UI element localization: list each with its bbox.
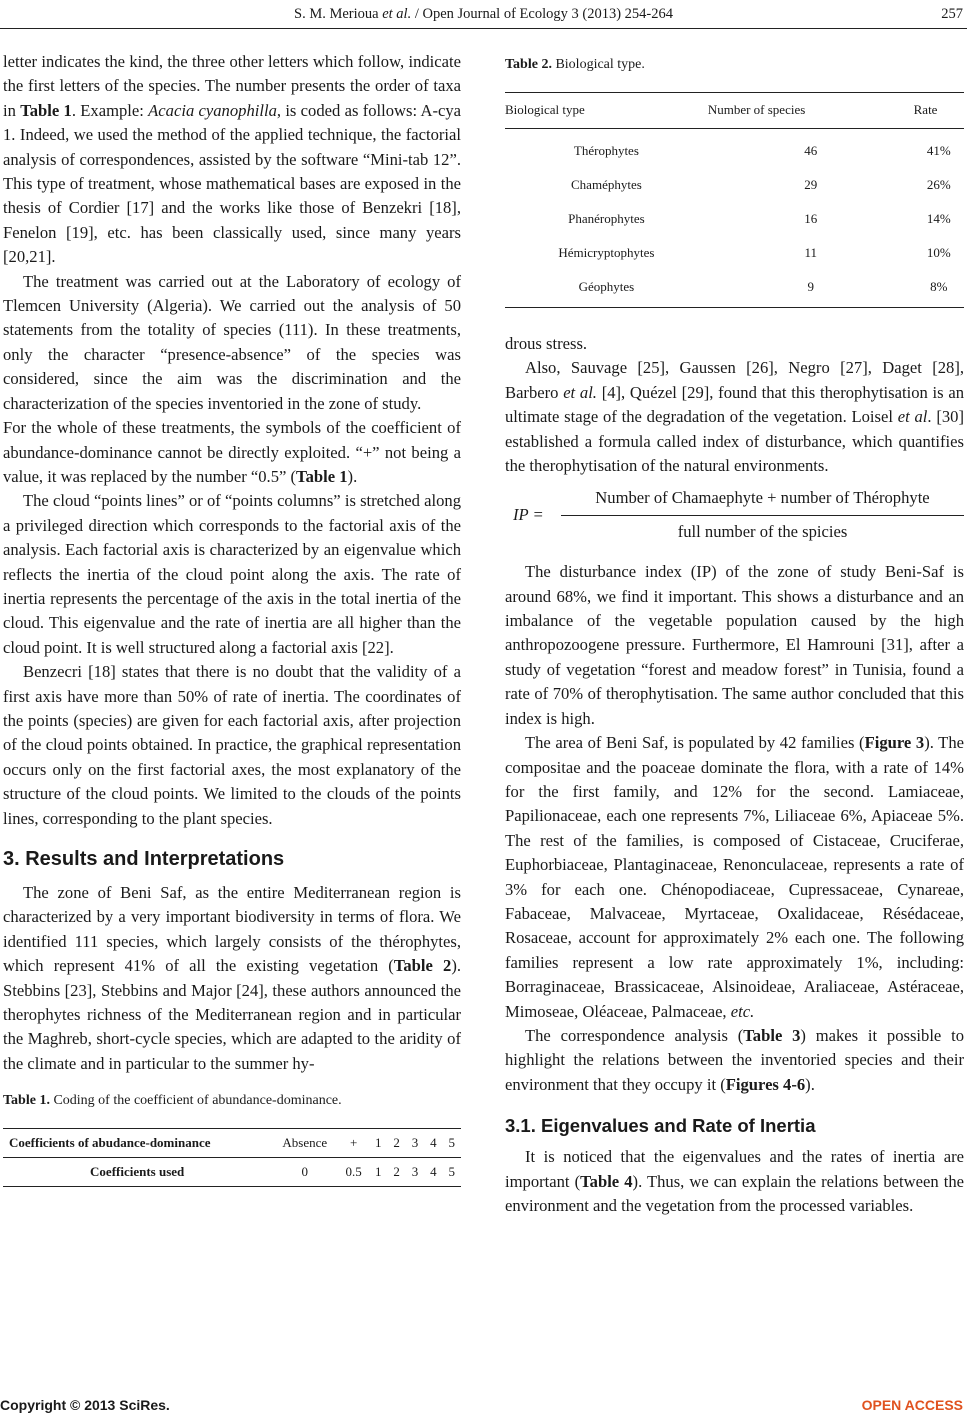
table-cell: 11: [804, 245, 817, 260]
table-cell: 5: [443, 1158, 461, 1187]
table-cell: 10%: [926, 245, 951, 260]
table-cell: 0.5: [338, 1158, 369, 1187]
paragraph: The correspondence analysis (Table 3) makes it possible to highlight the relations between the inventoried species and their environment that they occupy it (Figures 4-6).: [505, 1025, 964, 1094]
column-header: Biological type: [505, 93, 708, 129]
paragraph: The treatment was carried out at the Laboratory of ecology of Tlemcen University (Algeria). We carried out the analysis of 50 statements from the totality of species (111). In these treatments, only the character “presence-absence” of the species was considered, since the aim was the discrimination and the characterization of the species inventoried in the zone of study.: [3, 271, 461, 413]
page-footer: [0, 1397, 967, 1415]
table-cell: +: [338, 1129, 369, 1158]
table-cell: 29: [804, 177, 818, 192]
table-cell: Absence: [271, 1129, 338, 1158]
table-cell: 8%: [914, 270, 964, 308]
table-ref[interactable]: Table 3: [743, 1025, 801, 1045]
page-number: 257: [941, 6, 963, 22]
paragraph: Benzecri [18] states that there is no doubt that the validity of a first axis have more than 50% of rate of inertia. The coordinates of the points (species) are given for each factorial axis, after projection of the cloud points obtained. In practice, the graphical representation occurs only on the first factorial axes, the most explanatory of the structure of the cloud points. We limited to the clouds of the points lines, corresponding to the plant species.: [3, 662, 461, 828]
paragraph: The zone of Beni Saf, as the entire Mediterranean region is characterized by a very important biodiversity in terms of flora. We identified 111 species, which largely consists of the thérophytes, which represent 41% of all the existing vegetation (Table 2). Stebbins [23], Stebbins and Major [24], these authors announced the therophytes richness of the Mediterranean region and in particular the Maghreb, short-cycle species, which are adapted to the aridity of the climate and in particular to the summer hy-: [3, 883, 461, 1073]
table-cell: 26%: [926, 177, 951, 192]
table1: [3, 1128, 461, 1187]
table-row: [3, 1129, 461, 1158]
table1-caption: Table 1. Coding of the coefficient of abundance-dominance.: [3, 1093, 342, 1109]
header-rule: [0, 28, 967, 29]
paragraph: drous stress.: [505, 334, 588, 353]
table2: [505, 92, 964, 308]
journal-citation: S. M. Merioua et al. / Open Journal of Ecology 3 (2013) 254-264: [294, 6, 673, 22]
formula-lhs: IP =: [513, 505, 544, 525]
table-cell: 2: [387, 1129, 405, 1158]
table-cell: 14%: [926, 211, 951, 226]
table-cell: 3: [406, 1158, 424, 1187]
table-row: [505, 202, 964, 236]
paragraph: letter indicates the kind, the three other letters which follow, indicate the first letters of the species. The number presents the order of taxa in Table 1. Example: Acacia cyanophilla, is coded as follows: A-cya 1. Indeed, we used the method of the applied technique, the factorial analysis of correspondences, assisted by the software “Mini-tab 12”. This type of treatment, whose mathematical bases are exposed in the thesis of Cordier [17] and the works like those of Benzekri [18], Fenelon [19], etc. has been classically used, since many years [20,21].: [3, 52, 461, 267]
table-ref[interactable]: Table 2: [393, 956, 452, 976]
formula-fraction: [561, 486, 964, 544]
column-header: Rate: [914, 93, 964, 129]
table-cell: Thérophytes: [573, 143, 639, 158]
right-column: [505, 50, 964, 1218]
paragraph: For the whole of these treatments, the symbols of the coefficient of abundance-dominance cannot be directly exploited. “+” not being a value, it was replaced by the number “0.5” (Table 1).: [3, 418, 461, 486]
paragraph: The cloud “points lines” or of “points columns” is stretched along a privileged direction which corresponds to the factorial axis of the analysis. Each factorial axis is characterized by an eigenvalue which reflects the inertia of the cloud point along the axis. The rate of inertia represents the percentage of the axis in the total inertia of the cloud. This eigenvalue and the rate of inertia are all higher than the cloud point. It is well structured along a factorial axis [22].: [3, 491, 461, 657]
table-header-row: [505, 93, 964, 129]
formula-numerator: Number of Chamaephyte + number of Thérophyte: [561, 486, 964, 515]
table-ref[interactable]: Table 1: [20, 100, 72, 120]
running-header: [0, 6, 967, 28]
disturbance-index-formula: [505, 486, 964, 544]
table-cell: 1: [369, 1158, 387, 1187]
row-label: Coefficients of abudance-dominance: [3, 1129, 271, 1158]
table-row: [505, 236, 964, 270]
section-heading: 3. Results and Interpretations: [3, 848, 285, 870]
table-cell: 4: [424, 1158, 442, 1187]
table-cell: 5: [443, 1129, 461, 1158]
formula-denominator: full number of the spicies: [677, 521, 848, 541]
table-cell: 16: [804, 211, 818, 226]
table-cell: 41%: [926, 143, 951, 158]
table-cell: Hémicryptophytes: [558, 245, 655, 260]
row-label: Coefficients used: [3, 1158, 271, 1187]
paragraph: It is noticed that the eigenvalues and the rates of inertia are important (Table 4). Thus, we can explain the relations between the environment and the vegetation from the processed variables.: [505, 1147, 964, 1215]
paragraph: The disturbance index (IP) of the zone of study Beni-Saf is around 68%, we find it important. This shows a disturbance and an imbalance of the vegetable population caused by the high anthropozoogene pressure. Furthermore, El Hamrouni [31], after a study of vegetation “forest and meadow forest” in Tunisia, found a rate of 70% of therophytisation. The same author concluded that this index is high.: [505, 562, 964, 728]
table-ref[interactable]: Table 4: [580, 1171, 633, 1191]
table-row: [505, 129, 964, 169]
table-cell: Chaméphytes: [571, 177, 642, 192]
paragraph: Also, Sauvage [25], Gaussen [26], Negro [27], Daget [28], Barbero et al. [4], Quézel [29], found that this therophytisation is an ultimate stage of the degradation of the vegetation. Loisel et al. [30] established a formula called index of disturbance, which quantifies the therophytisation of the natural environments.: [505, 358, 965, 476]
column-header: Number of species: [708, 93, 914, 129]
table-cell: 0: [271, 1158, 338, 1187]
table-ref[interactable]: Table 1: [296, 466, 348, 486]
table-cell: Phanérophytes: [568, 211, 645, 226]
figure-ref[interactable]: Figures 4-6: [725, 1074, 806, 1094]
table-row: [505, 168, 964, 202]
table-cell: 46: [804, 143, 818, 158]
paragraph: The area of Beni Saf, is populated by 42 families (Figure 3). The compositae and the poaceae dominate the flora, with a rate of 14% for the first family, and 12% for the second. Lamiaceae, Papilionaceae, each one represents 7%, Liliaceae 6%, Apiaceae 5%. The rest of the families, is composed of Cistaceae, Cruciferae, Euphorbiaceae, Plantaginaceae, Renonculaceae, represents a rate of 3% for each one. Chénopodiaceae, Cupressaceae, Cynareae, Fabaceae, Malvaceae, Myrtaceae, Oxalidaceae, Résédaceae, Rosaceae, account for approximately 2% each one. The following families represent a low rate approximately 1%, including: Borraginaceae, Brassicaceae, Alsinoideae, Araliaceae, Astéraceae, Mimoseae, Oléaceae, Palmaceae, etc.: [505, 733, 964, 1021]
figure-ref[interactable]: Figure 3: [864, 733, 925, 753]
table2-caption: Table 2. Biological type.: [505, 57, 645, 72]
table-row: [505, 270, 964, 308]
open-access-label[interactable]: OPEN ACCESS: [861, 1397, 963, 1413]
table-cell: 4: [424, 1129, 442, 1158]
table-row: [3, 1158, 461, 1187]
table-cell: 1: [369, 1129, 387, 1158]
left-column: [3, 50, 461, 1187]
table-cell: Géophytes: [505, 270, 708, 308]
subsection-heading: 3.1. Eigenvalues and Rate of Inertia: [505, 1115, 816, 1137]
table-cell: 9: [708, 270, 914, 308]
table-cell: 3: [406, 1129, 424, 1158]
copyright-notice: Copyright © 2013 SciRes.: [0, 1397, 170, 1413]
table-cell: 2: [387, 1158, 405, 1187]
